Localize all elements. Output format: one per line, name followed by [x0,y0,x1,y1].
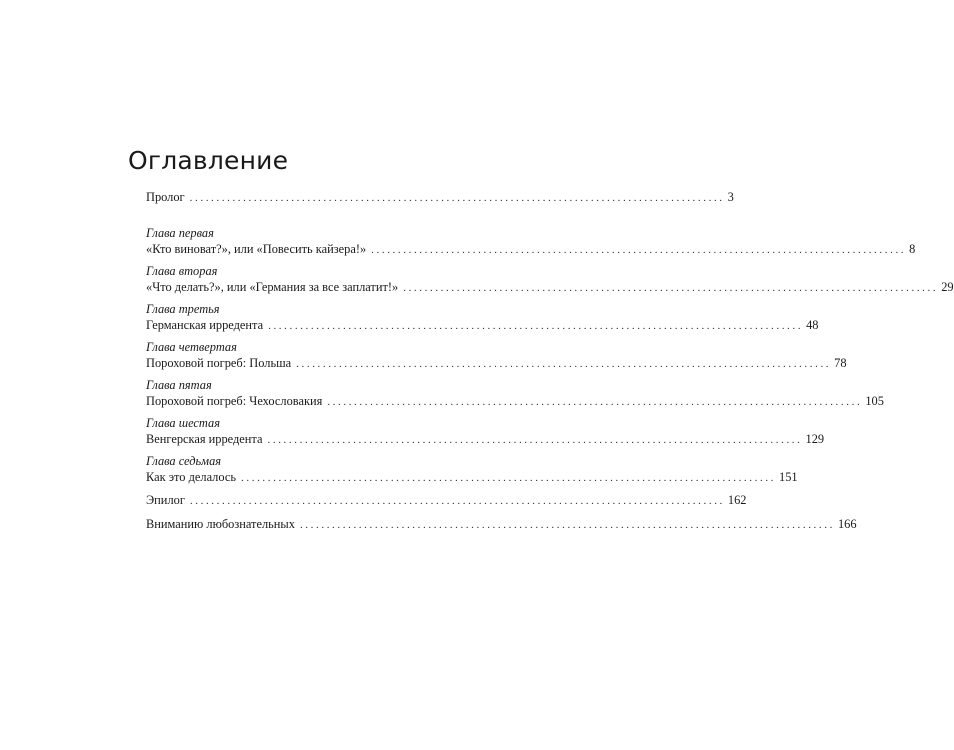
toc-line [146,516,857,533]
toc-entry-appendix[interactable] [146,516,857,533]
chapter-label: Глава вторая [146,264,218,278]
chapter-label: Глава шестая [146,416,220,430]
toc-entry-epilogue[interactable] [146,492,747,509]
toc-entry-chapter-3[interactable] [146,301,819,334]
dot-leader: .................................................................................................... [327,396,863,408]
toc-entry-title: Германская ирредента [146,318,264,332]
dot-leader: .................................................................................................... [403,282,939,294]
page-title: Оглавление [128,146,289,175]
toc-line [146,393,884,410]
toc-line [146,492,747,509]
toc-entry-title: «Кто виноват?», или «Повесить кайзера!» [146,242,367,256]
chapter-label: Глава третья [146,302,220,316]
toc-entry-chapter-1[interactable] [146,225,916,258]
toc-entry-chapter-2[interactable] [146,263,954,296]
toc-entry-title: Венгерская ирредента [146,432,263,446]
toc-page-number: 129 [805,432,825,446]
toc-entry-title: Эпилог [146,493,185,507]
toc-line [146,355,847,372]
toc-entry-prologue[interactable] [146,189,734,206]
toc-page-number: 48 [806,318,819,332]
toc-entry-title: Как это делалось [146,470,237,484]
toc-entry-title: Пороховой погреб: Польша [146,356,292,370]
toc-line [146,279,954,296]
toc-entry-chapter-4[interactable] [146,339,847,372]
dot-leader: .................................................................................................... [268,320,804,332]
toc-entry-chapter-7[interactable] [146,453,798,486]
dot-leader: .................................................................................................... [189,495,725,507]
toc-entry-chapter-6[interactable] [146,415,825,448]
dot-leader: .................................................................................................... [241,472,777,484]
toc-page-number: 78 [834,356,847,370]
dot-leader: .................................................................................................... [371,244,907,256]
table-of-contents [146,189,954,533]
toc-line [146,241,916,258]
dot-leader: .................................................................................................... [189,192,725,204]
toc-line [146,317,819,334]
toc-entry-chapter-5[interactable] [146,377,884,410]
toc-page-number: 105 [865,394,884,408]
toc-page-number: 166 [837,517,857,531]
toc-entry-title: Пороховой погреб: Чехословакия [146,394,323,408]
toc-page-number: 3 [727,190,734,204]
chapter-label: Глава четвертая [146,340,237,354]
chapter-label: Глава первая [146,226,214,240]
dot-leader: .................................................................................................... [267,434,803,446]
toc-page-number: 162 [727,493,747,507]
dot-leader: .................................................................................................... [299,519,835,531]
toc-page-number: 29 [941,280,954,294]
chapter-label: Глава пятая [146,378,212,392]
toc-page-number: 151 [779,470,798,484]
toc-line [146,431,825,448]
toc-entry-title: Вниманию любознательных [146,517,295,531]
toc-line [146,189,734,206]
dot-leader: .................................................................................................... [296,358,832,370]
chapter-label: Глава седьмая [146,454,222,468]
toc-entry-title: Пролог [146,190,185,204]
toc-line [146,469,798,486]
toc-page-number: 8 [909,242,916,256]
toc-entry-title: «Что делать?», или «Германия за все заплатит!» [146,280,399,294]
